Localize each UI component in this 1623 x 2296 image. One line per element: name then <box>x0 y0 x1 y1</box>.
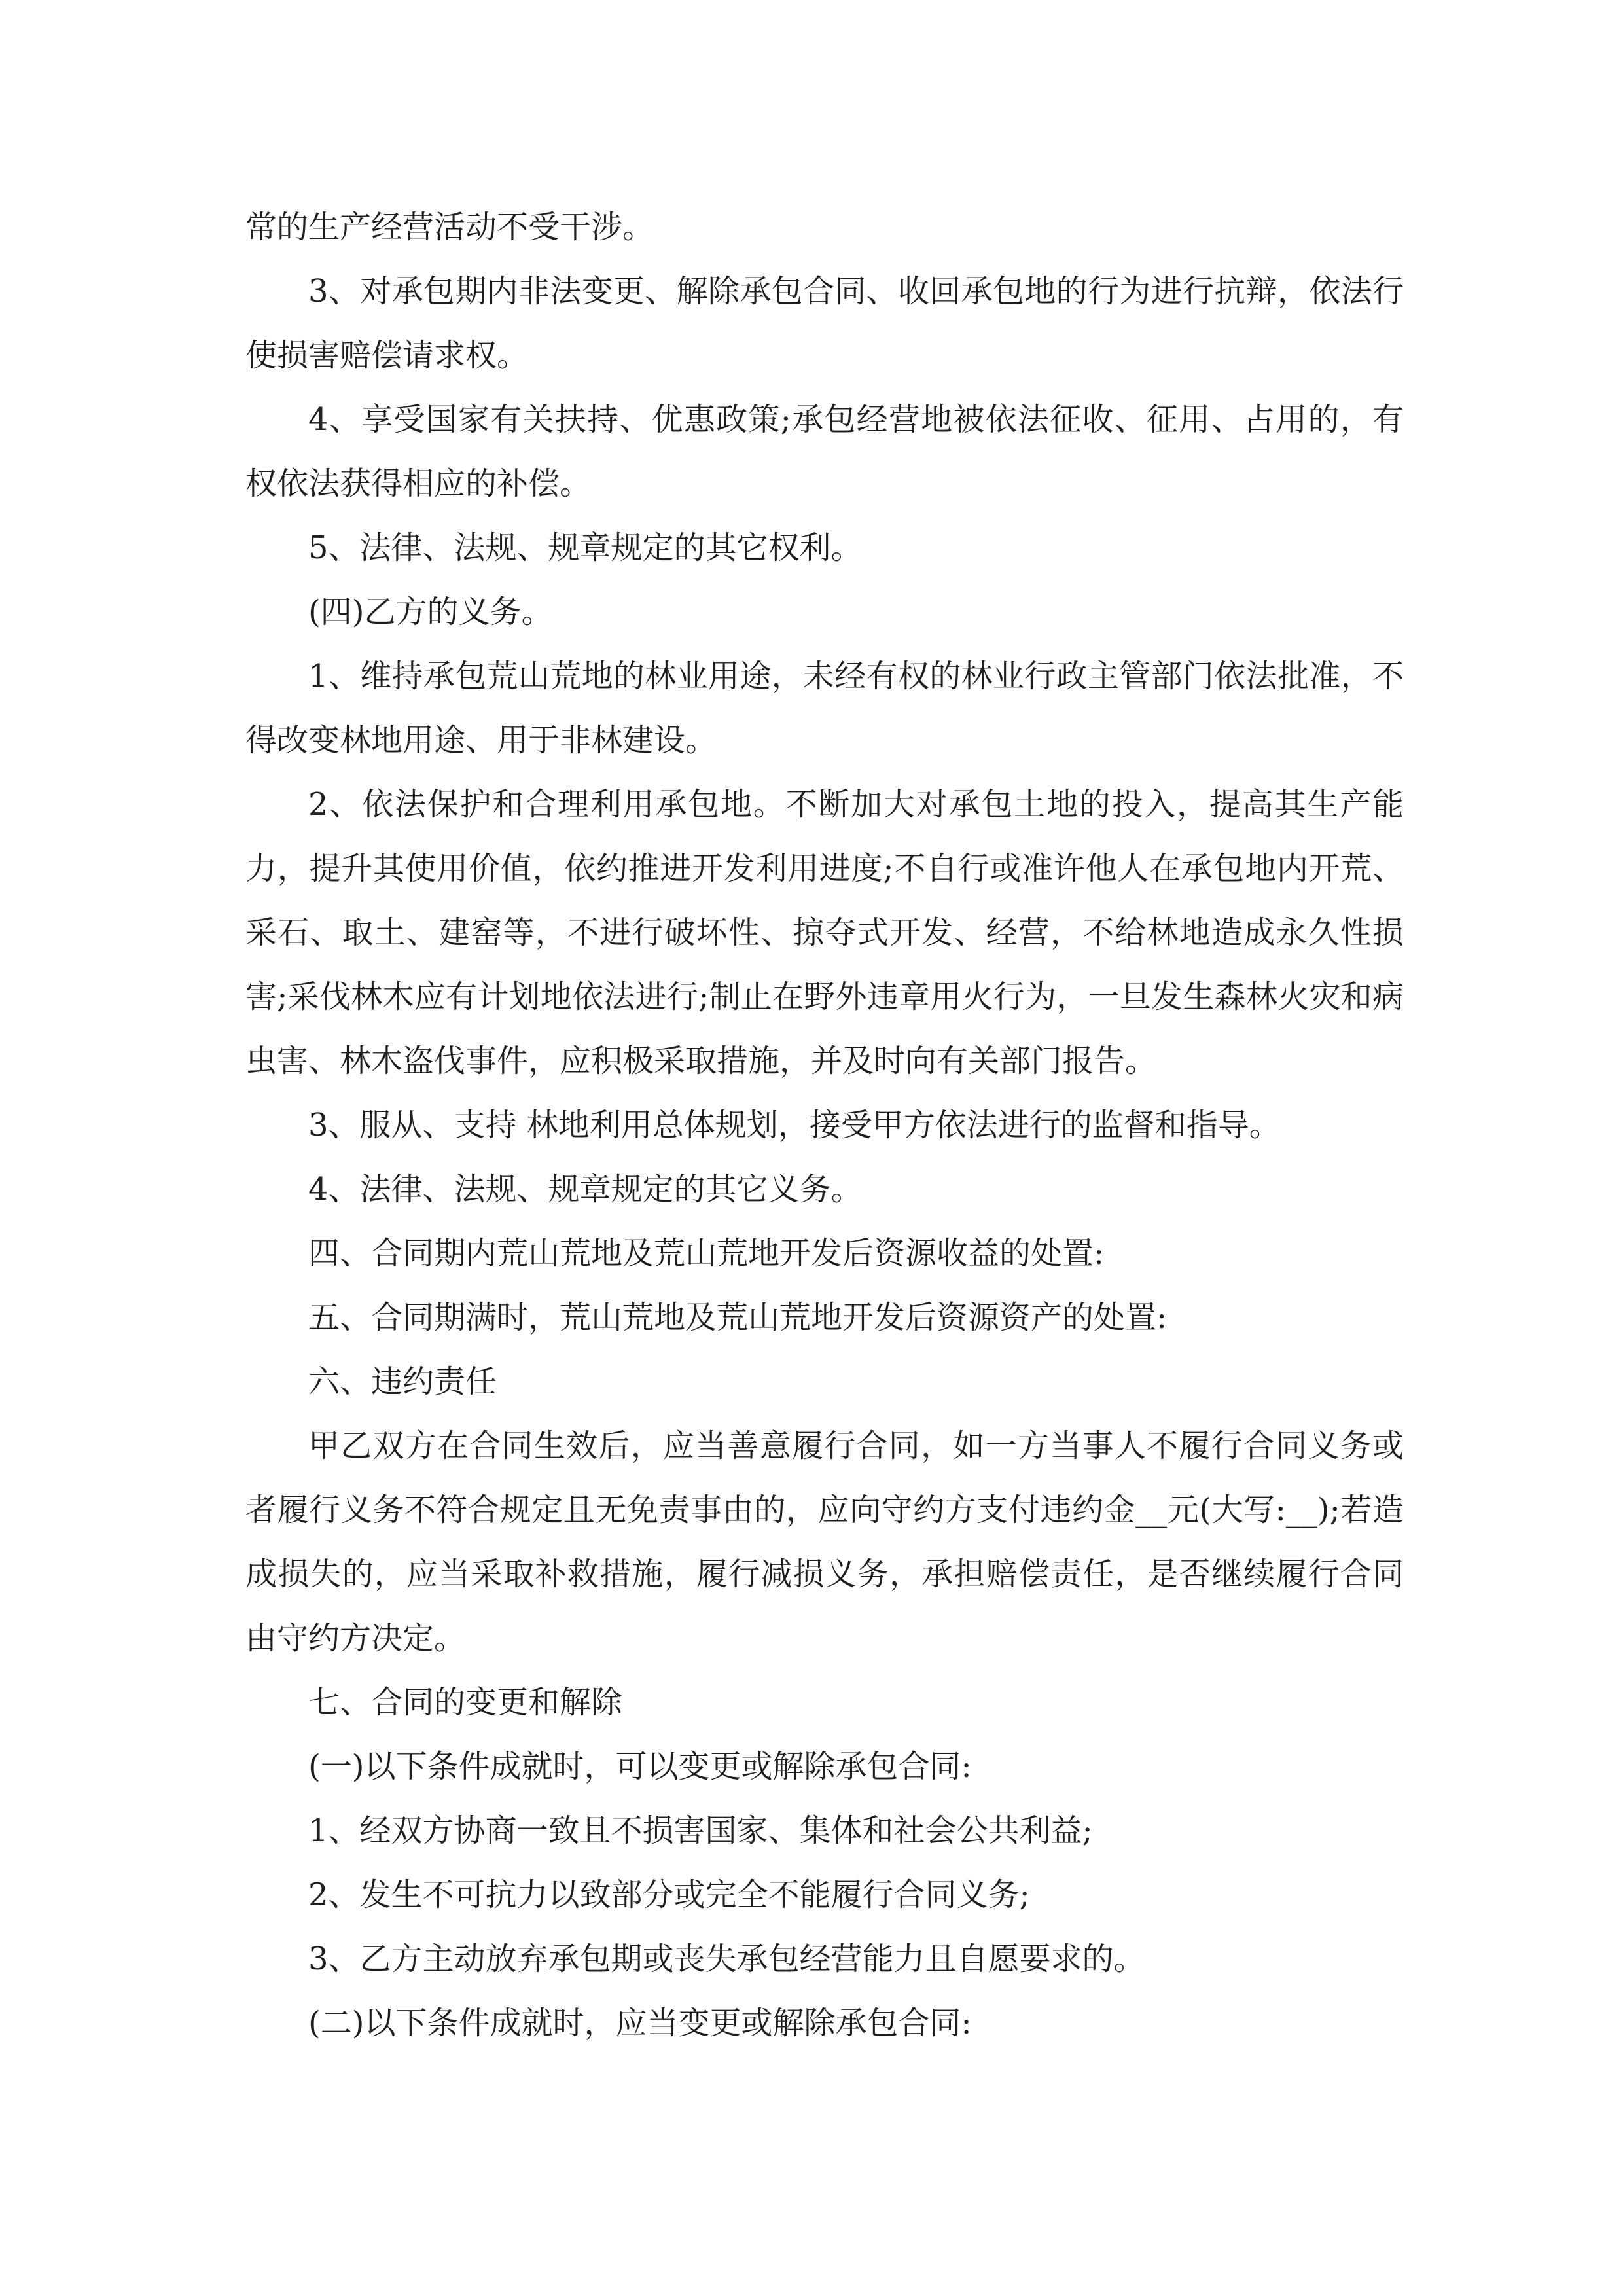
section-heading: 四、合同期内荒山荒地及荒山荒地开发后资源收益的处置: <box>308 1235 1105 1272</box>
section-heading: (一)以下条件成就时，可以变更或解除承包合同: <box>308 1748 972 1785</box>
paragraph-continuation: 常的生产经营活动不受干涉。 <box>245 209 654 245</box>
paragraph: 3、服从、支持 林地利用总体规划，接受甲方依法进行的监督和指导。 <box>308 1107 1281 1143</box>
section-heading: 五、合同期满时，荒山荒地及荒山荒地开发后资源资产的处置: <box>308 1299 1168 1336</box>
paragraph: 2、依法保护和合理利用承包地。不断加大对承包土地的投入，提高其生产能力，提升其使用价值，依约推进开发利用进度;不自行或准许他人在承包地内开荒、采石、取土、建窑等，不进行破坏性、掠夺式开发、经营，不给林地造成永久性损害;采伐林木应有计划地依法进行;制止在野外违章用火行为，一旦发生森林火灾和病虫害、林木盗伐事件，应积极采取措施，并及时向有关部门报告。 <box>245 786 1404 1079</box>
paragraph: 1、维持承包荒山荒地的林业用途，未经有权的林业行政主管部门依法批准，不得改变林地用途、用于非林建设。 <box>245 658 1404 759</box>
section-heading: 六、违约责任 <box>308 1363 497 1400</box>
paragraph: 1、经双方协商一致且不损害国家、集体和社会公共利益; <box>308 1812 1093 1849</box>
paragraph: 3、对承包期内非法变更、解除承包合同、收回承包地的行为进行抗辩，依法行使损害赔偿请求权。 <box>245 273 1404 374</box>
paragraph: 4、享受国家有关扶持、优惠政策;承包经营地被依法征收、征用、占用的，有权依法获得相应的补偿。 <box>245 401 1404 502</box>
paragraph: 5、法律、法规、规章规定的其它权利。 <box>308 529 863 566</box>
paragraph: 4、法律、法规、规章规定的其它义务。 <box>308 1171 863 1208</box>
paragraph: 甲乙双方在合同生效后，应当善意履行合同，如一方当事人不履行合同义务或者履行义务不符合规定且无免责事由的，应向守约方支付违约金__元(大写:__);若造成损失的，应当采取补救措施，履行减损义务，承担赔偿责任，是否继续履行合同由守约方决定。 <box>245 1427 1404 1657</box>
document-body <box>245 195 1404 2055</box>
section-heading: (四)乙方的义务。 <box>308 594 553 630</box>
section-heading: 七、合同的变更和解除 <box>308 1684 623 1721</box>
paragraph: 3、乙方主动放弃承包期或丧失承包经营能力且自愿要求的。 <box>308 1941 1145 1977</box>
section-heading: (二)以下条件成就时，应当变更或解除承包合同: <box>308 2005 972 2041</box>
paragraph: 2、发生不可抗力以致部分或完全不能履行合同义务; <box>308 1876 1030 1913</box>
